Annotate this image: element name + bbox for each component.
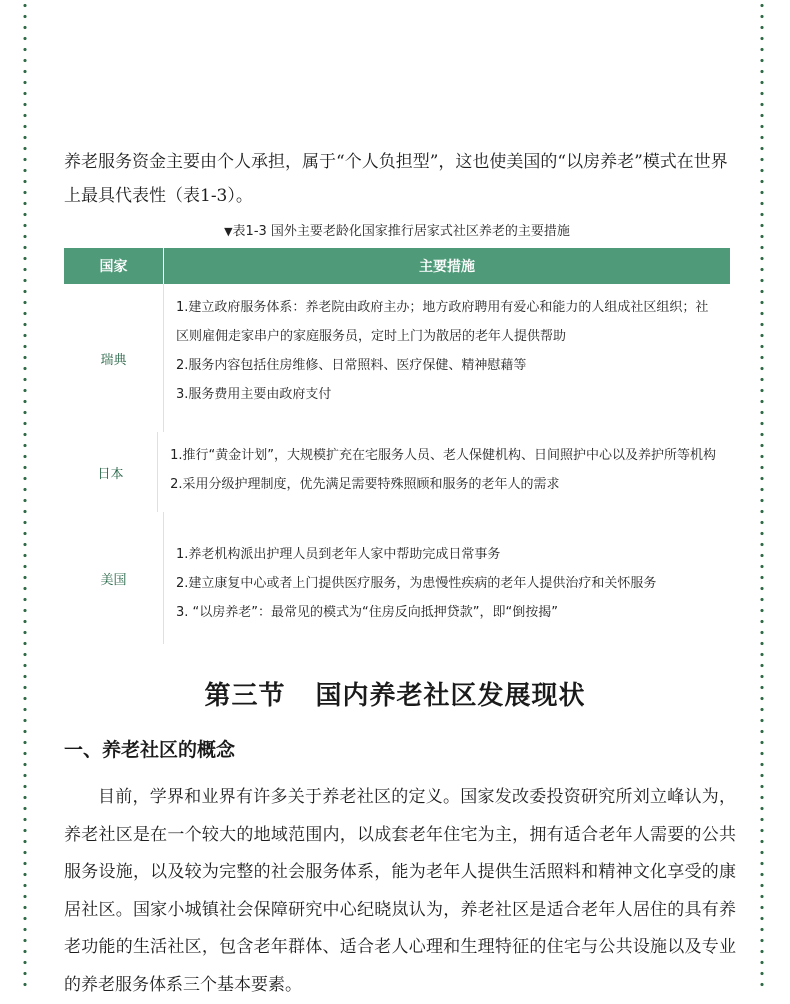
measures-cell [163,512,730,644]
left-dotted-border [22,0,28,988]
table-caption [64,223,730,241]
country-cell: 瑞典 [100,352,127,368]
header-country: 国家 [99,259,128,275]
measure-line: 2.服务内容包括住房维修、日常照料、医疗保健、精神慰藉等 [176,358,527,373]
section-heading: 第三节 国内养老社区发展现状 [204,681,586,711]
measure-line: 1.建立政府服务体系：养老院由政府主办；地方政府聘用有爱心和能力的人组成社区组织；社 [176,300,709,315]
measure-line: 1.养老机构派出护理人员到老年人家中帮助完成日常事务 [176,547,501,562]
measure-line: 3.服务费用主要由政府支付 [176,387,332,402]
table-row [64,512,730,644]
measures-cell [157,432,730,512]
country-cell: 日本 [97,466,124,482]
caption-triangle-icon: ▼ [224,225,233,238]
table-header-row [64,248,730,284]
table-row [64,432,730,512]
country-cell: 美国 [100,572,127,588]
measure-line: 2.采用分级护理制度，优先满足需要特殊照顾和服务的老年人的需求 [170,477,560,492]
measure-line: 2.建立康复中心或者上门提供医疗服务，为患慢性疾病的老年人提供治疗和关怀服务 [176,576,657,591]
sub-heading: 一、养老社区的概念 [64,739,236,761]
measures-table [64,248,730,644]
measure-line: 3. “以房养老”：最常见的模式为“住房反向抵押贷款”，即“倒按揭” [176,605,558,620]
right-dotted-border [759,0,765,988]
header-measures: 主要措施 [163,248,730,284]
table-row [64,284,730,432]
body-paragraph: 目前，学界和业界有许多关于养老社区的定义。国家发改委投资研究所刘立峰认为，养老社区是在一个较大的地域范围内，以成套老年住宅为主，拥有适合老年人需要的公共服务设施，以及较为完整的社会服务体系，能为老年人提供生活照料和精神文化享受的康居社区。国家小城镇社会保障研究中心纪晓岚认为，养老社区是适合老年人居住的具有养老功能的生活社区，包含老年群体、适合老人心理和生理特征的住宅与公共设施以及专业的养老服务体系三个基本要素。 [64,787,736,995]
measure-line: 区则雇佣走家串户的家庭服务员，定时上门为散居的老年人提供帮助 [176,329,567,344]
measures-cell [163,284,730,432]
table-caption-text: 表1-3 国外主要老龄化国家推行居家式社区养老的主要措施 [232,224,570,239]
measure-line: 1.推行“黄金计划”，大规模扩充在宅服务人员、老人保健机构、日间照护中心以及养护所等机构 [170,448,716,463]
intro-paragraph: 养老服务资金主要由个人承担，属于“个人负担型”，这也使美国的“以房养老”模式在世界上最具代表性（表1-3）。 [64,152,728,206]
